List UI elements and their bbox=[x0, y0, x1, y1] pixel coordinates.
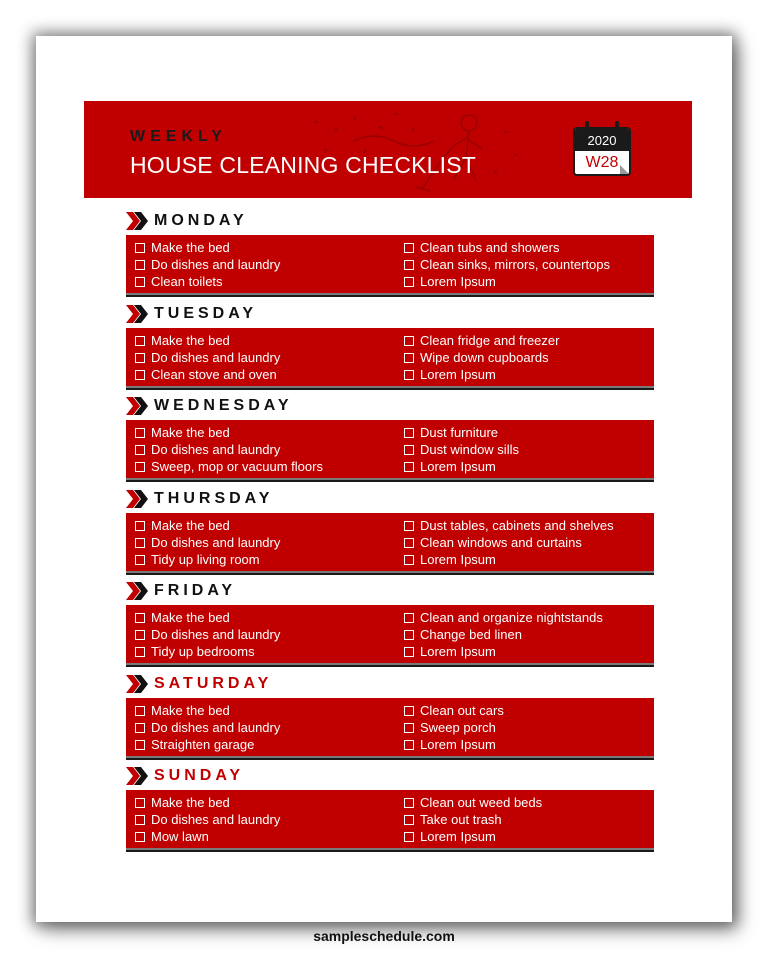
day-task-box bbox=[126, 698, 654, 758]
checkbox-icon[interactable] bbox=[404, 277, 414, 287]
checkbox-icon[interactable] bbox=[135, 521, 145, 531]
day-name: TUESDAY bbox=[154, 305, 257, 322]
day-section-tuesday bbox=[126, 302, 654, 390]
checkbox-icon[interactable] bbox=[404, 798, 414, 808]
task-label: Make the bed bbox=[151, 425, 230, 440]
task-item[interactable] bbox=[404, 812, 542, 829]
task-label: Clean fridge and freezer bbox=[420, 333, 560, 348]
task-column-right bbox=[404, 518, 614, 568]
day-name: SUNDAY bbox=[154, 767, 245, 784]
chevron-right-icon bbox=[126, 582, 148, 600]
checkbox-icon[interactable] bbox=[135, 723, 145, 733]
checkbox-icon[interactable] bbox=[404, 428, 414, 438]
task-label: Clean out weed beds bbox=[420, 795, 543, 810]
task-column-left bbox=[135, 425, 323, 475]
task-item[interactable] bbox=[404, 333, 559, 350]
day-section-wednesday bbox=[126, 394, 654, 482]
task-label: Make the bed bbox=[151, 703, 230, 718]
task-column-right bbox=[404, 333, 559, 383]
task-label: Clean windows and curtains bbox=[420, 534, 582, 550]
task-item[interactable] bbox=[404, 795, 542, 812]
task-label: Tidy up living room bbox=[151, 551, 260, 567]
task-item[interactable] bbox=[135, 610, 280, 627]
task-label: Clean stove and oven bbox=[151, 366, 277, 382]
task-item[interactable] bbox=[135, 737, 280, 754]
checkbox-icon[interactable] bbox=[404, 613, 414, 623]
checkbox-icon[interactable] bbox=[404, 706, 414, 716]
checkbox-icon[interactable] bbox=[404, 832, 414, 842]
task-label: Straighten garage bbox=[151, 736, 255, 752]
day-divider bbox=[126, 850, 654, 852]
task-label: Make the bed bbox=[151, 333, 230, 348]
task-item[interactable] bbox=[404, 274, 610, 291]
day-header bbox=[126, 302, 654, 328]
checkbox-icon[interactable] bbox=[404, 647, 414, 657]
task-label: Do dishes and laundry bbox=[151, 626, 281, 642]
checkbox-icon[interactable] bbox=[404, 336, 414, 346]
task-label: Dust window sills bbox=[420, 441, 519, 457]
task-label: Change bed linen bbox=[420, 626, 522, 642]
task-label: Do dishes and laundry bbox=[151, 534, 281, 550]
footer-site: sampleschedule.com bbox=[313, 928, 455, 944]
checkbox-icon[interactable] bbox=[135, 740, 145, 750]
chevron-right-icon bbox=[126, 397, 148, 415]
checkbox-icon[interactable] bbox=[404, 740, 414, 750]
task-item[interactable] bbox=[404, 535, 614, 552]
checkbox-icon[interactable] bbox=[404, 630, 414, 640]
checkbox-icon[interactable] bbox=[404, 538, 414, 548]
day-name: THURSDAY bbox=[154, 490, 274, 507]
task-label: Lorem Ipsum bbox=[420, 273, 496, 289]
task-item[interactable] bbox=[404, 240, 610, 257]
task-label: Dust tables, cabinets and shelves bbox=[420, 518, 614, 533]
task-item[interactable] bbox=[404, 442, 519, 459]
checkbox-icon[interactable] bbox=[135, 462, 145, 472]
header-kicker: WEEKLY bbox=[130, 128, 227, 145]
day-name: MONDAY bbox=[154, 212, 248, 229]
task-item[interactable] bbox=[404, 627, 603, 644]
checkbox-icon[interactable] bbox=[135, 630, 145, 640]
day-divider bbox=[126, 480, 654, 482]
task-item[interactable] bbox=[135, 333, 280, 350]
task-label: Tidy up bedrooms bbox=[151, 643, 255, 659]
chevron-right-icon bbox=[126, 305, 148, 323]
task-label: Dust furniture bbox=[420, 425, 499, 440]
task-item[interactable] bbox=[135, 535, 280, 552]
task-column-right bbox=[404, 610, 603, 660]
day-section-saturday bbox=[126, 672, 654, 760]
day-header bbox=[126, 764, 654, 790]
task-label: Make the bed bbox=[151, 610, 230, 625]
checkbox-icon[interactable] bbox=[404, 815, 414, 825]
day-divider bbox=[126, 573, 654, 575]
task-item[interactable] bbox=[135, 367, 280, 384]
task-item[interactable] bbox=[404, 350, 559, 367]
task-label: Take out trash bbox=[420, 811, 502, 827]
task-item[interactable] bbox=[135, 812, 280, 829]
task-item[interactable] bbox=[135, 257, 280, 274]
task-item[interactable] bbox=[404, 459, 519, 476]
task-item[interactable] bbox=[404, 425, 519, 442]
calendar-year: 2020 bbox=[575, 129, 629, 151]
chevron-right-icon bbox=[126, 490, 148, 508]
checkbox-icon[interactable] bbox=[135, 832, 145, 842]
task-label: Clean sinks, mirrors, countertops bbox=[420, 256, 611, 272]
task-item[interactable] bbox=[135, 627, 280, 644]
task-column-left bbox=[135, 240, 280, 290]
task-item[interactable] bbox=[135, 552, 280, 569]
task-label: Lorem Ipsum bbox=[420, 643, 496, 659]
task-item[interactable] bbox=[135, 720, 280, 737]
checkbox-icon[interactable] bbox=[135, 706, 145, 716]
checkbox-icon[interactable] bbox=[135, 353, 145, 363]
task-item[interactable] bbox=[404, 720, 504, 737]
task-label: Make the bed bbox=[151, 240, 230, 255]
day-section-monday bbox=[126, 209, 654, 297]
task-item[interactable] bbox=[404, 703, 504, 720]
checkbox-icon[interactable] bbox=[135, 647, 145, 657]
task-column-right bbox=[404, 240, 610, 290]
checkbox-icon[interactable] bbox=[404, 370, 414, 380]
task-label: Mow lawn bbox=[151, 828, 209, 844]
checkbox-icon[interactable] bbox=[404, 243, 414, 253]
checkbox-icon[interactable] bbox=[404, 555, 414, 565]
task-label: Do dishes and laundry bbox=[151, 441, 281, 457]
checkbox-icon[interactable] bbox=[404, 723, 414, 733]
page-title: HOUSE CLEANING CHECKLIST bbox=[130, 152, 477, 178]
day-divider bbox=[126, 665, 654, 667]
day-name: FRIDAY bbox=[154, 582, 237, 599]
task-label: Lorem Ipsum bbox=[420, 458, 496, 474]
task-item[interactable] bbox=[404, 257, 610, 274]
checkbox-icon[interactable] bbox=[404, 260, 414, 270]
day-section-friday bbox=[126, 579, 654, 667]
day-header bbox=[126, 487, 654, 513]
task-item[interactable] bbox=[135, 442, 323, 459]
checkbox-icon[interactable] bbox=[135, 260, 145, 270]
checkbox-icon[interactable] bbox=[135, 445, 145, 455]
task-label: Do dishes and laundry bbox=[151, 349, 281, 365]
checkbox-icon[interactable] bbox=[135, 370, 145, 380]
task-label: Lorem Ipsum bbox=[420, 551, 496, 567]
cleaning-person-illustration bbox=[294, 101, 534, 198]
checkbox-icon[interactable] bbox=[404, 353, 414, 363]
task-label: Do dishes and laundry bbox=[151, 719, 281, 735]
day-header bbox=[126, 672, 654, 698]
day-task-box bbox=[126, 420, 654, 480]
day-task-box bbox=[126, 235, 654, 295]
day-task-box bbox=[126, 513, 654, 573]
task-item[interactable] bbox=[135, 350, 280, 367]
task-label: Lorem Ipsum bbox=[420, 736, 496, 752]
task-item[interactable] bbox=[135, 425, 323, 442]
task-item[interactable] bbox=[135, 644, 280, 661]
task-column-left bbox=[135, 703, 280, 753]
day-name: SATURDAY bbox=[154, 675, 273, 692]
task-item[interactable] bbox=[135, 829, 280, 846]
task-item[interactable] bbox=[404, 367, 559, 384]
day-header bbox=[126, 209, 654, 235]
chevron-right-icon bbox=[126, 675, 148, 693]
checkbox-icon[interactable] bbox=[404, 445, 414, 455]
day-name: WEDNESDAY bbox=[154, 397, 293, 414]
task-item[interactable] bbox=[135, 518, 280, 535]
task-label: Sweep porch bbox=[420, 719, 496, 735]
task-item[interactable] bbox=[135, 240, 280, 257]
checkbox-icon[interactable] bbox=[135, 798, 145, 808]
task-item[interactable] bbox=[404, 829, 542, 846]
task-label: Clean tubs and showers bbox=[420, 240, 560, 255]
checkbox-icon[interactable] bbox=[135, 613, 145, 623]
day-header bbox=[126, 579, 654, 605]
task-label: Do dishes and laundry bbox=[151, 256, 281, 272]
calendar-week: W28 bbox=[585, 154, 619, 171]
task-column-right bbox=[404, 425, 519, 475]
day-task-box bbox=[126, 328, 654, 388]
task-item[interactable] bbox=[135, 795, 280, 812]
checkbox-icon[interactable] bbox=[404, 462, 414, 472]
task-label: Make the bed bbox=[151, 518, 230, 533]
task-label: Lorem Ipsum bbox=[420, 366, 496, 382]
task-item[interactable] bbox=[135, 703, 280, 720]
day-task-box bbox=[126, 790, 654, 850]
checkbox-icon[interactable] bbox=[135, 538, 145, 548]
task-item[interactable] bbox=[404, 610, 603, 627]
task-item[interactable] bbox=[404, 644, 603, 661]
task-column-left bbox=[135, 333, 280, 383]
chevron-right-icon bbox=[126, 767, 148, 785]
task-item[interactable] bbox=[135, 274, 280, 291]
task-label: Sweep, mop or vacuum floors bbox=[151, 458, 323, 474]
task-item[interactable] bbox=[404, 552, 614, 569]
checkbox-icon[interactable] bbox=[135, 428, 145, 438]
checkbox-icon[interactable] bbox=[135, 815, 145, 825]
task-item[interactable] bbox=[135, 459, 323, 476]
checkbox-icon[interactable] bbox=[135, 277, 145, 287]
checkbox-icon[interactable] bbox=[135, 243, 145, 253]
task-label: Make the bed bbox=[151, 795, 230, 810]
task-column-right bbox=[404, 703, 504, 753]
day-header bbox=[126, 394, 654, 420]
task-column-left bbox=[135, 795, 280, 845]
day-divider bbox=[126, 758, 654, 760]
checkbox-icon[interactable] bbox=[135, 336, 145, 346]
checkbox-icon[interactable] bbox=[404, 521, 414, 531]
task-item[interactable] bbox=[404, 737, 504, 754]
header-banner bbox=[84, 101, 692, 198]
day-divider bbox=[126, 388, 654, 390]
task-label: Clean out cars bbox=[420, 703, 504, 718]
checklist-sheet bbox=[36, 36, 732, 922]
task-label: Do dishes and laundry bbox=[151, 811, 281, 827]
day-task-box bbox=[126, 605, 654, 665]
day-section-thursday bbox=[126, 487, 654, 575]
checkbox-icon[interactable] bbox=[135, 555, 145, 565]
day-section-sunday bbox=[126, 764, 654, 852]
task-column-right bbox=[404, 795, 542, 845]
day-divider bbox=[126, 295, 654, 297]
task-label: Clean toilets bbox=[151, 273, 223, 289]
task-label: Wipe down cupboards bbox=[420, 349, 549, 365]
calendar-icon bbox=[573, 121, 631, 176]
task-label: Clean and organize nightstands bbox=[420, 610, 603, 625]
task-column-left bbox=[135, 610, 280, 660]
task-label: Lorem Ipsum bbox=[420, 828, 496, 844]
task-column-left bbox=[135, 518, 280, 568]
chevron-right-icon bbox=[126, 212, 148, 230]
task-item[interactable] bbox=[404, 518, 614, 535]
